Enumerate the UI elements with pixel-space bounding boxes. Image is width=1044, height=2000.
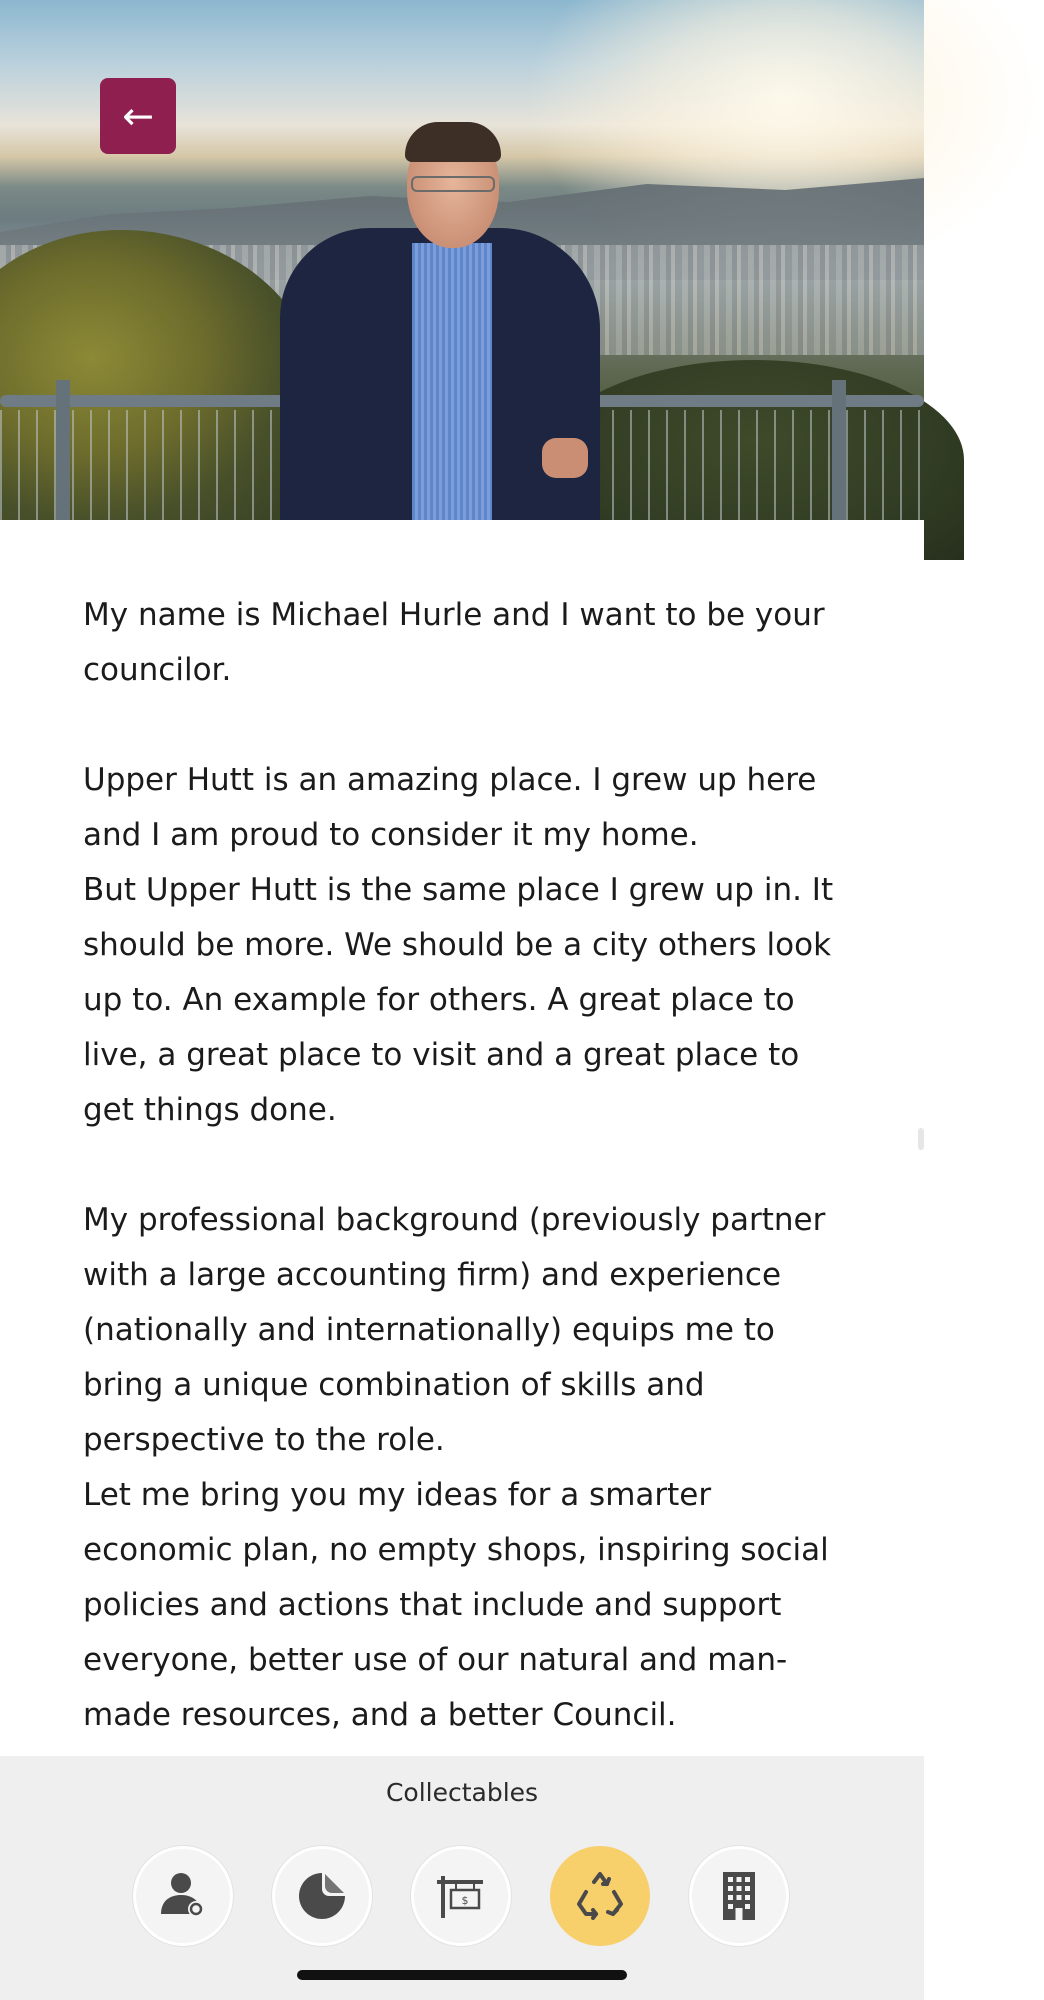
bio-paragraph: Let me bring you my ideas for a smarter economic plan, no empty shops, inspiring social policies and actions that include and support everyone, better use of our natural and man-made resources, and a better Council. [83,1477,839,1733]
paragraph-gap [83,1138,853,1193]
collectables-title: Collectables [385,1778,539,1807]
nav-profile-button[interactable] [133,1846,233,1946]
bio-paragraph: My name is Michael Hurle and I want to be your councilor. [83,597,835,688]
home-indicator [297,1970,627,1980]
sticker-icon [294,1868,350,1924]
hand [542,438,588,478]
bio-paragraph: My professional background (previously partner with a large accounting firm) and experience (nationally and internationally) equips me to bring a unique combination of skills and perspective to the role. [83,1202,836,1458]
paragraph-gap [83,698,853,753]
shirt [412,243,492,528]
nav-recycle-button[interactable] [550,1846,650,1946]
bio-paragraph: But Upper Hutt is the same place I grew up in. It should be more. We should be a city others look up to. An example for others. A great place to live, a great place to visit and a great place to get things done. [83,872,843,1128]
nav-sign-button[interactable] [411,1846,511,1946]
svg-text:$: $ [461,1894,469,1907]
person-icon [155,1868,211,1924]
bio-paragraph: Upper Hutt is an amazing place. I grew up here and I am proud to consider it my home. [83,762,827,853]
building-icon [711,1868,767,1924]
recycle-icon [572,1868,628,1924]
bio-text [83,588,853,1733]
nav-council-button[interactable] [689,1846,789,1946]
portrait-person [280,118,610,520]
scroll-indicator[interactable] [918,1128,924,1150]
glasses [411,176,495,192]
nav-sticker-button[interactable] [272,1846,372,1946]
hair [405,122,501,162]
back-button[interactable] [100,78,176,154]
sign-icon [433,1868,489,1924]
back-arrow-icon: ← [122,94,154,138]
